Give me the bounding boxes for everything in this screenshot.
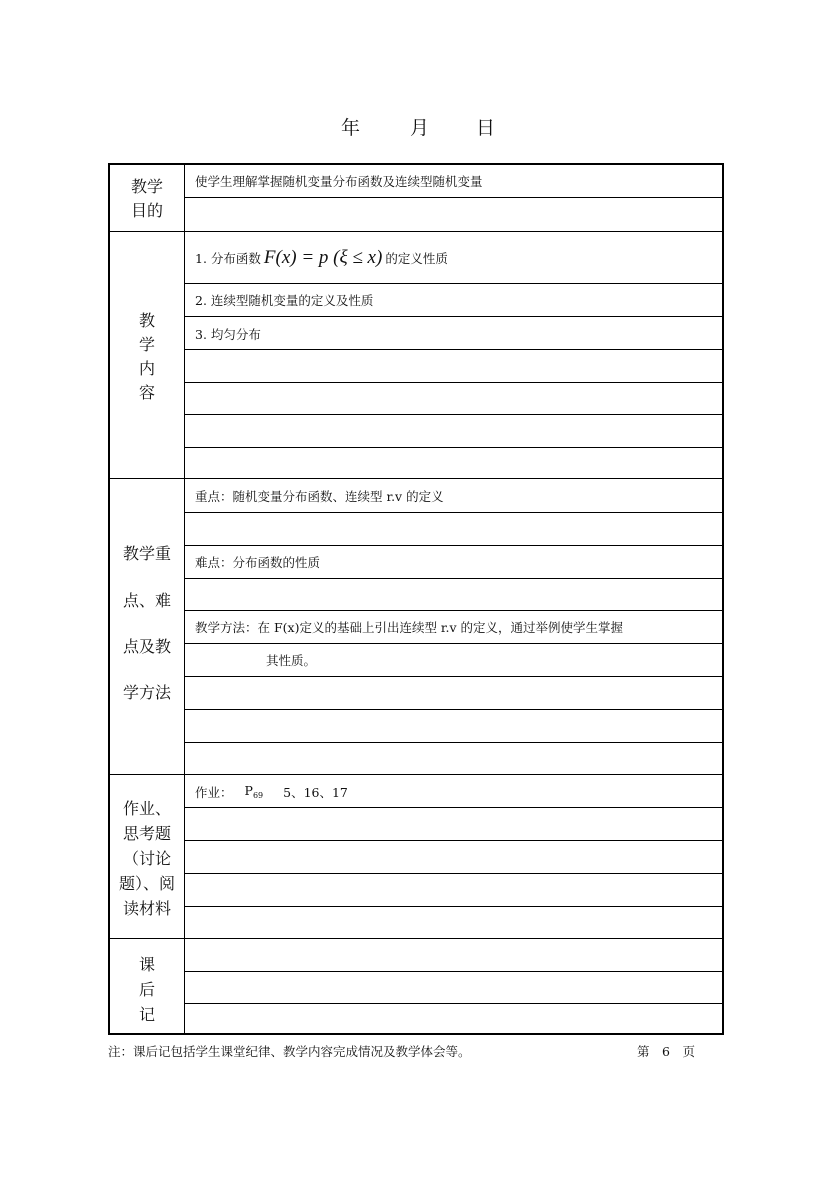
content-label <box>110 232 185 479</box>
focus-row-6 <box>185 643 722 676</box>
content-item-2: 2. 连续型随机变量的定义及性质 <box>195 293 374 308</box>
focus-row-1 <box>185 479 722 512</box>
homework-section <box>110 774 722 939</box>
homework-label-line: 作业、 <box>122 799 171 818</box>
notes-row-1 <box>185 939 722 971</box>
content-row-2 <box>185 283 722 316</box>
content-label-char: 学 <box>138 335 155 354</box>
homework-row-3 <box>185 840 722 873</box>
content-row-4 <box>185 349 722 382</box>
teaching-method-continuation: 其性质。 <box>266 653 317 668</box>
teaching-method-text: 教学方法：在 F(x)定义的基础上引出连续型 r.v 的定义，通过举例使学生掌握 <box>195 620 624 635</box>
focus-row-4 <box>185 578 722 610</box>
focus-label-line: 点、难 <box>122 591 171 610</box>
distribution-function-formula: F(x) = p (ξ ≤ x) <box>263 246 383 268</box>
homework-label-line: （讨论 <box>122 849 171 868</box>
homework-label-line: 读材料 <box>122 899 171 918</box>
content-item-1-suffix: 的定义性质 <box>385 250 448 266</box>
homework-row-1 <box>185 775 722 807</box>
footer <box>108 1042 708 1062</box>
focus-label-line: 教学重 <box>122 544 171 563</box>
homework-label-line: 思考题 <box>122 824 171 843</box>
content-row-3 <box>185 316 722 349</box>
homework-row-2 <box>185 807 722 840</box>
date-line <box>0 113 835 141</box>
focus-row-7 <box>185 676 722 709</box>
content-row-1 <box>185 232 722 283</box>
content-row-6 <box>185 414 722 447</box>
date-month: 月 <box>410 117 430 139</box>
page-ref-number: 69 <box>252 791 264 800</box>
notes-label-char: 课 <box>138 955 155 974</box>
objective-label <box>110 165 185 231</box>
focus-row-3 <box>185 545 722 578</box>
content-label-char: 内 <box>138 359 155 378</box>
objective-text: 使学生理解掌握随机变量分布函数及连续型随机变量 <box>195 174 483 189</box>
focus-label-line: 点及教 <box>122 637 171 656</box>
content-label-char: 教 <box>138 311 155 330</box>
homework-label <box>110 775 185 939</box>
date-day: 日 <box>476 117 496 139</box>
page-number: 第 6 页 <box>637 1044 695 1059</box>
content-label-char: 容 <box>138 383 155 402</box>
homework-label-line: 题）、阅 <box>118 874 175 893</box>
footer-note: 注：课后记包括学生课堂纪律、教学内容完成情况及教学体会等。 <box>108 1044 471 1059</box>
homework-prefix: 作业： <box>195 785 233 800</box>
focus-row-2 <box>185 512 722 545</box>
notes-label-char: 记 <box>138 1005 155 1024</box>
content-item-1-prefix: 1. 分布函数 <box>195 250 261 266</box>
content-row-5 <box>185 382 722 414</box>
focus-row-5 <box>185 610 722 643</box>
notes-label <box>110 939 185 1034</box>
homework-items: 5、16、17 <box>283 785 348 800</box>
homework-row-5 <box>185 906 722 939</box>
notes-row-3 <box>185 1003 722 1034</box>
lesson-plan-table <box>108 163 724 1035</box>
homework-row-4 <box>185 873 722 906</box>
content-row-7 <box>185 447 722 479</box>
date-year: 年 <box>341 117 361 139</box>
focus-row-8 <box>185 709 722 742</box>
notes-row-2 <box>185 971 722 1003</box>
focus-section <box>110 478 722 775</box>
homework-page-ref <box>245 783 264 800</box>
difficulty-text: 难点：分布函数的性质 <box>195 555 321 570</box>
notes-section <box>110 938 722 1034</box>
focus-row-9 <box>185 742 722 775</box>
notes-label-char: 后 <box>138 980 155 999</box>
objective-section <box>110 165 722 231</box>
objective-label-line-1: 教学 <box>130 177 163 196</box>
focus-label <box>110 479 185 775</box>
page-ref-letter: P <box>244 783 253 798</box>
focus-label-line: 学方法 <box>122 683 171 702</box>
objective-row-2 <box>185 197 722 231</box>
objective-label-line-2: 目的 <box>130 201 163 220</box>
objective-row-1 <box>185 165 722 197</box>
content-section <box>110 231 722 479</box>
content-item-3: 3. 均匀分布 <box>195 327 261 342</box>
key-point-text: 重点：随机变量分布函数、连续型 r.v 的定义 <box>195 488 444 504</box>
